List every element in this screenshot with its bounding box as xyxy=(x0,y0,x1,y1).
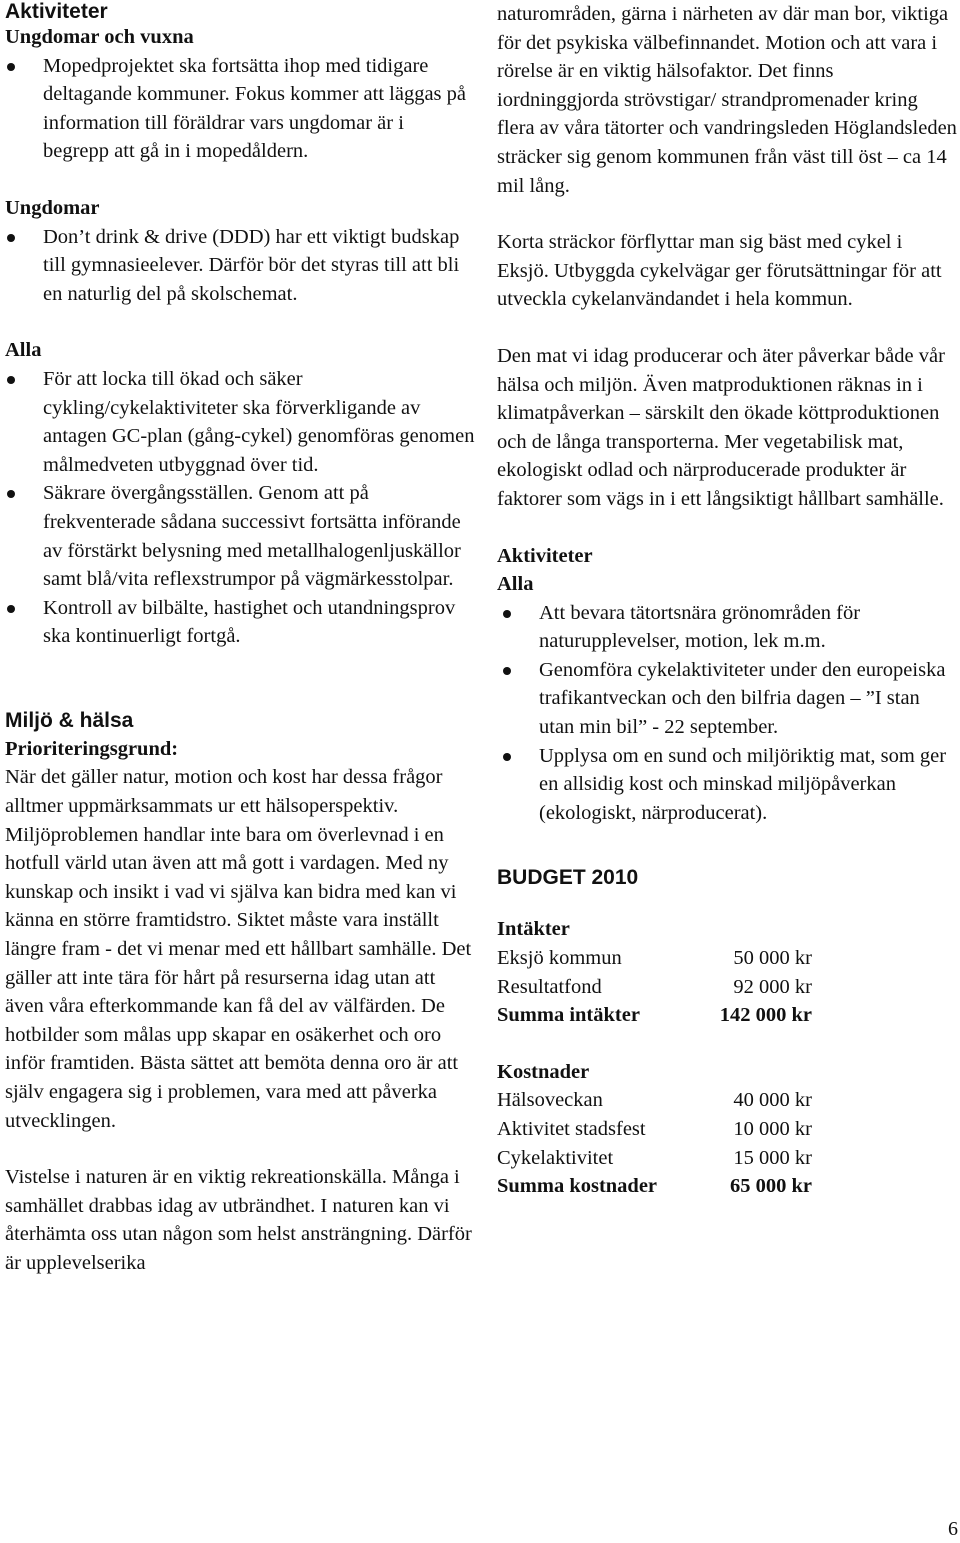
right-column xyxy=(497,0,957,1201)
budget-total-label: Summa intäkter xyxy=(497,1004,640,1027)
budget-row-amount: 92 000 kr xyxy=(733,975,812,998)
priority-paragraph: När det gäller natur, motion och kost har dessa frågor alltmer uppmärksammats ur ett hälsoperspektiv. Miljöproblemen handlar inte bara om överlevnad i en hotfull värld utan även att må gott i vardagen. Med ny kunskap och insikt i vad vi själva kan bidra med kan vi känna en större framtidstro. Siktet måste vara inställt längre fram - det vi menar med ett hållbart samhälle. Det gäller att inte tära för hårt på resurserna idag utan att även våra efterkommande kan få del av välfärden. De hotbilder som målas upp skapar en osäkerhet och oro inför framtiden. Bästa sättet att bemöta denna oro är att själv engagera sig i problemen, vara med att påverka utvecklingen. xyxy=(5,766,472,1132)
budget-title: BUDGET 2010 xyxy=(497,866,639,890)
budget-row xyxy=(497,1086,957,1115)
budget-row xyxy=(497,1115,957,1144)
list-item: Don’t drink & drive (DDD) har ett viktigt budskap till gymnasieelever. Därför bör det styras till att bli en naturlig del på skolschemat. xyxy=(5,223,475,309)
food-paragraph: Den mat vi idag producerar och äter påverkar både vår hälsa och miljön. Även matproduktionen räknas in i klimatpåverkan – särskilt den ökade köttproduktionen och de långa transporterna. Mer vegetabilisk mat, ekologiskt odlad och närproducerade produkter är faktorer som vägs in i ett långsiktigt hållbart samhälle. xyxy=(497,344,945,510)
group-heading-all: Alla xyxy=(5,339,42,362)
section-title-activities: Aktiviteter xyxy=(5,0,108,23)
group-heading-youth: Ungdomar xyxy=(5,196,100,219)
budget-row-label: Resultatfond xyxy=(497,975,602,998)
budget-row-label: Eksjö kommun xyxy=(497,947,622,970)
budget-row-label: Cykelaktivitet xyxy=(497,1146,614,1169)
budget-row-amount: 50 000 kr xyxy=(733,947,812,970)
budget-row-amount: 15 000 kr xyxy=(733,1146,812,1169)
nature-continued-paragraph: naturområden, gärna i närheten av där man bor, viktiga för det psykiska välbefinnandet. Motion och att vara i rörelse är en viktig hälsofaktor. Det finns iordninggjorda strövstigar/ strandpromenader kring flera av våra tätorter och vandringsleden Höglandsleden sträcker sig genom kommunen från väst till öst – ca 14 mil lång. xyxy=(497,3,957,197)
budget-row-amount: 10 000 kr xyxy=(733,1118,812,1140)
page-number: 6 xyxy=(948,1518,958,1540)
budget-total-amount: 142 000 kr xyxy=(719,1004,812,1027)
budget-total-label: Summa kostnader xyxy=(497,1175,658,1198)
all-list xyxy=(5,365,475,651)
budget-row-amount: 40 000 kr xyxy=(733,1089,812,1112)
list-item: Upplysa om en sund och miljöriktig mat, som ger en allsidig kost och minskad miljöpåverkan (ekologiskt, närproducerat). xyxy=(501,742,957,828)
budget-row-label: Aktivitet stadsfest xyxy=(497,1118,646,1140)
budget-row xyxy=(497,944,957,973)
budget-row-label: Hälsoveckan xyxy=(497,1089,603,1112)
activities-heading: Aktiviteter xyxy=(497,544,593,567)
list-item: För att locka till ökad och säker cykling/cykelaktiviteter ska förverkligande av antagen GC-plan (gång-cykel) genomföras genomen målmedveten utbyggnad över tid. xyxy=(5,365,475,479)
budget-row xyxy=(497,973,957,1002)
youth-list xyxy=(5,223,475,309)
budget-total-amount: 65 000 kr xyxy=(730,1175,812,1198)
all-heading: Alla xyxy=(497,573,534,596)
activities-list xyxy=(501,599,957,828)
costs-heading: Kostnader xyxy=(497,1060,590,1083)
priority-heading: Prioriteringsgrund: xyxy=(5,737,179,760)
youth-adults-list xyxy=(5,52,475,166)
budget-total-row xyxy=(497,1172,957,1201)
budget-total-row xyxy=(497,1001,957,1030)
list-item: Mopedprojektet ska fortsätta ihop med tidigare deltagande kommuner. Fokus kommer att läggas på information till föräldrar vars ungdomar är i begrepp att gå in i mopedåldern. xyxy=(5,52,475,166)
left-column xyxy=(5,0,475,1278)
list-item: Säkrare övergångsställen. Genom att på frekventerade sådana successivt fortsätta införande av förstärkt belysning med metallhalogenljuskällor samt blå/vita reflexstrumpor på vägmärkesstolpar. xyxy=(5,479,475,593)
group-heading-youth-adults: Ungdomar och vuxna xyxy=(5,26,194,48)
income-heading: Intäkter xyxy=(497,918,570,941)
list-item: Kontroll av bilbälte, hastighet och utandningsprov ska kontinuerligt fortgå. xyxy=(5,594,475,651)
list-item: Att bevara tätortsnära grönområden för naturupplevelser, motion, lek m.m. xyxy=(501,599,957,656)
section-title-environment-health: Miljö & hälsa xyxy=(5,708,134,732)
nature-paragraph: Vistelse i naturen är en viktig rekreationskälla. Många i samhället drabbas idag av utbrändhet. I naturen kan vi återhämta oss utan någon som helst ansträngning. Därför är upplevelserika xyxy=(5,1166,472,1274)
list-item: Genomföra cykelaktiviteter under den europeiska trafikantveckan och den bilfria dagen – ”I stan utan min bil” - 22 september. xyxy=(501,656,957,742)
bike-paragraph: Korta sträckor förflyttar man sig bäst med cykel i Eksjö. Utbyggda cykelvägar ger förutsättningar för att utveckla cykelanvändandet i hela kommun. xyxy=(497,231,942,311)
budget-row xyxy=(497,1144,957,1173)
